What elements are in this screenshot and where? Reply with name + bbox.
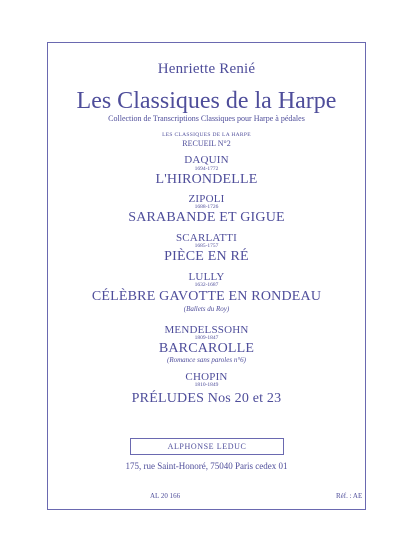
volume-number: RECUEIL N°2: [182, 139, 231, 148]
work-note: (Ballets du Roy): [183, 305, 230, 313]
work-title: L'HIRONDELLE: [155, 172, 258, 187]
composer-dates: 1810-1849: [194, 382, 219, 388]
composer-dates: 1685-1757: [194, 243, 219, 249]
composer-name: SCARLATTI: [175, 232, 238, 244]
series-label: LES CLASSIQUES DE LA HARPE: [162, 132, 251, 138]
composer-dates: 1809-1847: [194, 335, 219, 341]
composer-dates: 1688-1726: [194, 204, 219, 210]
publisher-name: ALPHONSE LEDUC: [130, 438, 284, 455]
composer-name: DAQUIN: [184, 154, 229, 166]
author-name: Henriette Renié: [157, 61, 256, 77]
work-title: BARCAROLLE: [158, 341, 255, 356]
composer-dates: 1694-1772: [194, 166, 219, 172]
collection-subtitle: Collection de Transcriptions Classiques pour Harpe à pédales: [108, 114, 305, 123]
composer-name: LULLY: [188, 271, 225, 283]
collection-title: Les Classiques de la Harpe: [76, 88, 337, 114]
work-note: (Romance sans paroles n°6): [167, 356, 246, 364]
composer-name: ZIPOLI: [188, 193, 225, 205]
work-title: PRÉLUDES Nos 20 et 23: [131, 391, 282, 406]
reference-code: Réf. : AE: [336, 492, 363, 500]
composer-name: CHOPIN: [185, 371, 228, 383]
catalog-number: AL 20 166: [150, 492, 181, 500]
composer-dates: 1632-1687: [194, 282, 219, 288]
work-title: SARABANDE ET GIGUE: [128, 210, 285, 225]
composer-name: MENDELSSOHN: [164, 324, 249, 336]
publisher-address: 175, rue Saint-Honoré, 75040 Paris cedex 01: [125, 461, 288, 471]
work-title: CÉLÈBRE GAVOTTE EN RONDEAU: [91, 289, 322, 304]
work-title: PIÈCE EN RÉ: [164, 249, 249, 264]
